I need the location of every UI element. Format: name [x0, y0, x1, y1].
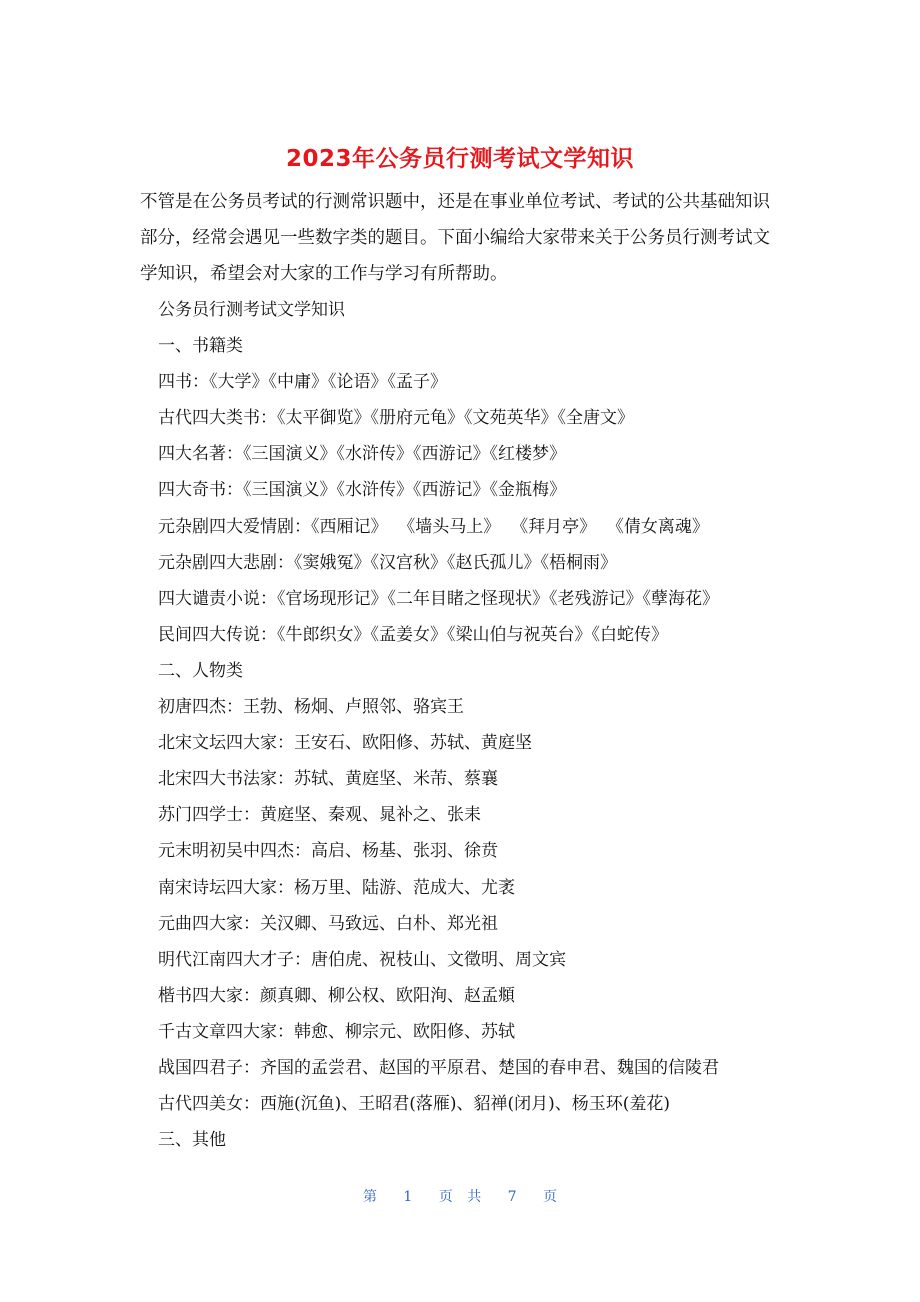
content-line: 明代江南四大才子：唐伯虎、祝枝山、文徵明、周文宾	[158, 949, 566, 970]
content-line: 四书：《大学》《中庸》《论语》《孟子》	[158, 372, 447, 393]
category-heading: 三、其他	[158, 1130, 226, 1151]
footer-end-label: 页	[543, 1189, 558, 1205]
footer-page-number: 1	[403, 1189, 413, 1205]
footer-total-pages: 7	[507, 1189, 517, 1205]
content-lines	[158, 292, 798, 1158]
content-line: 古代四大类书：《太平御览》《册府元龟》《文苑英华》《全唐文》	[158, 408, 634, 429]
footer-page-label: 第	[362, 1189, 377, 1205]
content-line: 古代四美女：西施(沉鱼)、王昭君(落雁)、貂禅(闭月)、杨玉环(羞花)	[158, 1094, 671, 1115]
intro-text: 不管是在公务员考试的行测常识题中，还是在事业单位考试、考试的公共基础知识部分，经常会遇见一些数字类的题目。下面小编给大家带来关于公务员行测考试文学知识，希望会对大家的工作与学习有所帮助。	[140, 192, 770, 284]
content-line: 南宋诗坛四大家：杨万里、陆游、范成大、尤袤	[158, 877, 515, 898]
section-heading: 公务员行测考试文学知识	[158, 300, 345, 320]
content-line: 元曲四大家：关汉卿、马致远、白朴、郑光祖	[158, 913, 498, 934]
content-line: 千古文章四大家：韩愈、柳宗元、欧阳修、苏轼	[158, 1021, 515, 1042]
footer-total-label: 页 共	[438, 1189, 482, 1205]
content-line: 元杂剧四大爱情剧：《西厢记》 《墙头马上》 《拜月亭》 《倩女离魂》	[158, 516, 709, 537]
document-title: 2023年公务员行测考试文学知识	[285, 146, 634, 172]
content-line: 民间四大传说：《牛郎织女》《孟姜女》《梁山伯与祝英台》《白蛇传》	[158, 624, 668, 645]
category-heading: 一、书籍类	[158, 336, 243, 357]
content-line: 四大谴责小说：《官场现形记》《二年目睹之怪现状》《老残游记》《孽海花》	[158, 588, 719, 609]
intro-paragraph	[140, 184, 780, 292]
content-line: 初唐四杰：王勃、杨炯、卢照邻、骆宾王	[158, 697, 464, 718]
content-line: 元末明初吴中四杰：高启、杨基、张羽、徐贲	[158, 841, 498, 862]
content-line: 四大名著：《三国演义》《水浒传》《西游记》《红楼梦》	[158, 444, 566, 465]
content-line: 北宋文坛四大家：王安石、欧阳修、苏轼、黄庭坚	[158, 733, 532, 754]
page-footer	[0, 1186, 920, 1206]
content-line: 北宋四大书法家：苏轼、黄庭坚、米芾、蔡襄	[158, 769, 498, 790]
content-line: 四大奇书：《三国演义》《水浒传》《西游记》《金瓶梅》	[158, 480, 566, 501]
category-heading: 二、人物类	[158, 660, 243, 681]
content-line: 楷书四大家：颜真卿、柳公权、欧阳洵、赵孟頫	[158, 985, 515, 1006]
content-line: 苏门四学士：黄庭坚、秦观、晁补之、张耒	[158, 805, 481, 826]
content-line: 战国四君子：齐国的孟尝君、赵国的平原君、楚国的春申君、魏国的信陵君	[158, 1057, 719, 1078]
content-line: 元杂剧四大悲剧：《窦娥冤》《汉宫秋》《赵氏孤儿》《梧桐雨》	[158, 552, 617, 573]
